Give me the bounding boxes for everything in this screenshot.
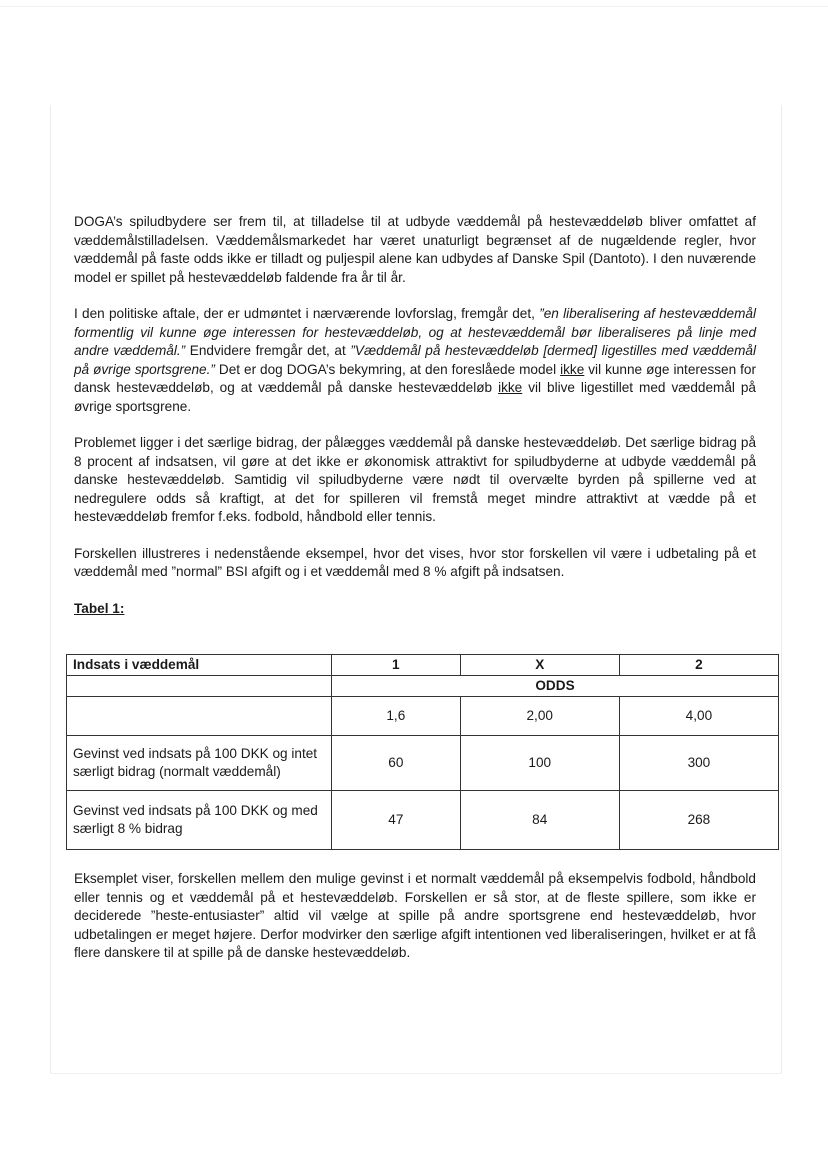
paragraph-2-text-c: Det er dog DOGA’s bekymring, at den foreslåede model [214,361,561,377]
row-value: 60 [332,736,461,791]
odds-value-1: 1,6 [332,697,461,736]
outcome-2: 2 [619,655,778,676]
paragraph-3: Problemet ligger i det særlige bidrag, der pålægges væddemål på danske hestevæddeløb. Det særlige bidrag på 8 procent af indsatsen, vil gøre at det ikke er økonomisk attraktivt for spiludbyderne at udbyde væddemål på danske hestevæddeløb. Samtidig vil spiludbyderne være nødt til overvælte byrden på spillerne ved at nedregulere odds så kraftigt, at det for spilleren vil fremstå meget mindre attraktivt at vædde på et hestevæddeløb fremfor f.eks. fodbold, håndbold eller tennis. [74,435,756,524]
paragraph-5: Eksemplet viser, forskellen mellem den mulige gevinst i et normalt væddemål på eksempelvis fodbold, håndbold eller tennis og et væddemål på et hestevæddeløb. Forskellen er så stor, at de fleste spillere, som ikke er deciderede ”heste-entusiaster” altid vil vælge at spille på andre sportsgrene end hestevæddeløb, hvor udbetalingen er meget højere. Derfor modvirker den særlige afgift intentionen ved liberaliseringen, hvilket er at få flere danskere til at spille på de danske hestevæddeløb. [74,871,756,960]
paragraph-2-text-d: vil kunne øge interessen for dansk hestevæddeløb, og at væddemål på danske hestevæddeløb [74,361,757,395]
table-title: Tabel 1: [74,600,125,616]
row-value: 300 [619,736,778,791]
paragraph-2-text-b: Endvidere fremgår det, at [185,343,351,358]
table-odds-row [67,697,779,736]
page-edge-rule [0,6,828,7]
paragraph-2-text-a: I den politiske aftale, der er udmøntet i nærværende lovforslag, fremgår det, [74,306,540,321]
table-row [67,736,779,791]
underlined-ikke-1: ikke [560,361,585,377]
quote-2: ”Væddemål på hestevæddeløb [dermed] ligestilles med væddemål på øvrige sportsgrene.” [74,343,756,377]
row-value: 100 [460,736,619,791]
row-value: 47 [332,791,461,850]
odds-value-x: 2,00 [460,697,619,736]
document-body [74,213,756,632]
table-header-row [67,655,779,676]
row-value: 84 [460,791,619,850]
odds-value-2: 4,00 [619,697,778,736]
table-odds-label-row [67,676,779,697]
empty-cell [67,697,332,736]
paragraph-2 [74,305,756,416]
underlined-ikke-2: ikke [498,380,523,395]
outcome-1: 1 [332,655,461,676]
outcome-x: X [460,655,619,676]
row-value: 268 [619,791,778,850]
quote-1: ”en liberalisering af hestevæddemål formentlig vil kunne øge interessen for hestevæddeløb, og at hestevæddemål bør liberaliseres på linje med andre væddemål.” [74,306,756,358]
row-label: Gevinst ved indsats på 100 DKK og intet særligt bidrag (normalt væddemål) [67,736,332,791]
paragraph-1: DOGA’s spiludbydere ser frem til, at tilladelse til at udbyde væddemål på hestevæddeløb bliver omfattet af væddemålstilladelsen. Væddemålsmarkedet har været unaturligt begrænset af de nugældende regler, hvor væddemål på faste odds ikke er tilladt og puljespil alene kan udbydes af Danske Spil (Dantoto). I den nuværende model er spillet på hestevæddeløb faldende fra år til år. [74,214,756,285]
row-label: Gevinst ved indsats på 100 DKK og med særligt 8 % bidrag [67,791,332,850]
empty-cell [67,676,332,697]
table-header-label: Indsats i væddemål [67,655,332,676]
paragraph-4: Forskellen illustreres i nedenstående eksempel, hvor det vises, hvor stor forskellen vil være i udbetaling på et væddemål med ”normal” BSI afgift og i et væddemål med 8 % afgift på indsatsen. [74,545,756,579]
odds-label: ODDS [332,676,779,697]
odds-table [66,654,779,850]
paragraph-2-text-e: vil blive ligestillet med væddemål på øvrige sportsgrene. [74,380,756,414]
table-row [67,791,779,850]
